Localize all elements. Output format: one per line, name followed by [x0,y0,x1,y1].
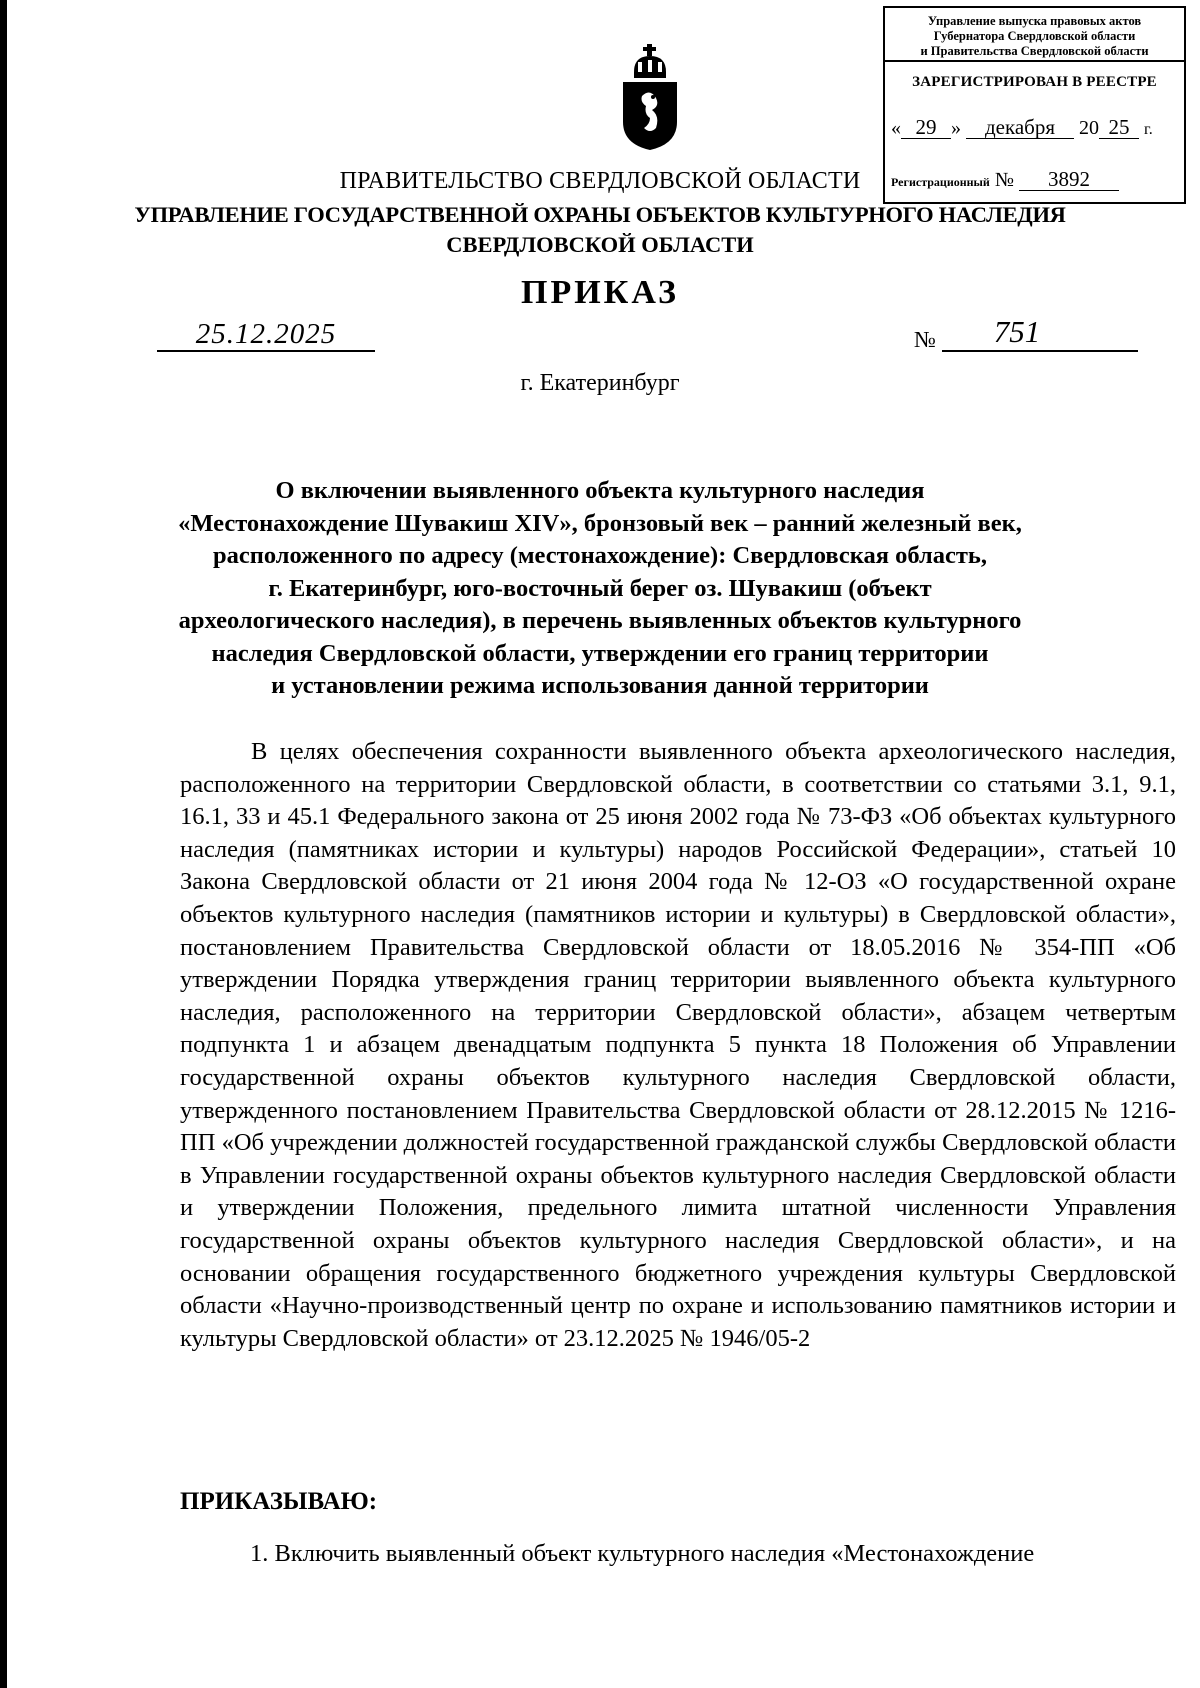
order-subject [120,475,1080,703]
stamp-header-line3: и Правительства Свердловской области [920,44,1149,58]
coat-of-arms-icon [620,44,680,152]
order-title: ПРИКАЗ [521,274,679,311]
order-number-label: № [914,327,936,352]
stamp-header-line1: Управление выпуска правовых актов [927,14,1142,28]
order-number-line [942,350,1138,352]
order-item-1: 1. Включить выявленный объект культурного наследия «Местонахождение [250,1540,1035,1567]
subject-line: «Местонахождение Шувакиш XIV», бронзовый век – ранний железный век, [178,509,1022,537]
order-number: 751 [993,314,1041,349]
stamp-date [891,116,1153,140]
government-title: ПРАВИТЕЛЬСТВО СВЕРДЛОВСКОЙ ОБЛАСТИ [339,168,861,194]
stamp-year-suffix: 25 [1099,116,1139,139]
order-city: г. Екатеринбург [520,370,680,396]
subject-line: О включении выявленного объекта культурного наследия [275,477,925,504]
order-date-line [157,350,375,352]
stamp-header [885,8,1184,62]
order-directive-word: ПРИКАЗЫВАЮ: [180,1488,378,1515]
preamble-paragraph: В целях обеспечения сохранности выявленного объекта археологического наследия, расположенного на территории Свердловской области, в соответствии со статьями 3.1, 9.1, 16.1, 33 и 45.1 Федерального закона от 25 июня 2002 года № 73-ФЗ «Об объектах культурного наследия (памятниках истории и культуры) народов Российской Федерации», статьей 10 Закона Свердловской области от 21 июня 2004 года № 12-ОЗ «О государственной охране объектов культурного наследия (памятников истории и культуры) в Свердловской области», постановлением Правительства Свердловской области от 18.05.2016 № 354-ПП «Об утверждении Порядка утверждения границ территории выявленного объекта культурного наследия, расположенного на территории Свердловской области», абзацем четвертым подпункта 1 и абзацем двенадцатым подпункта 5 пункта 18 Положения об Управлении государственной охраны объектов культурного наследия Свердловской области, утвержденного постановлением Правительства Свердловской области от 28.12.2015 № 1216-ПП «Об учреждении должностей государственной гражданской службы Свердловской области в Управлении государственной охраны объектов культурного наследия Свердловской области и утверждении Положения, предельного лимита штатной численности Управления государственной охраны объектов культурного наследия Свердловской области», и на основании обращения государственного бюджетного учреждения культуры Свердловской области «Научно-производственный центр по охране и использованию памятников истории и культуры Свердловской области» от 23.12.2025 № 1946/05-2 [180,738,1176,1352]
subject-line: и установлении режима использования данной территории [271,672,929,699]
order-date: 25.12.2025 [195,318,337,350]
stamp-header-line2: Губернатора Свердловской области [933,29,1136,43]
stamp-quote-close: » [951,117,961,139]
subject-line: археологического наследия), в перечень выявленных объектов культурного [178,607,1022,634]
subject-line: наследия Свердловской области, утверждении его границ территории [211,639,989,667]
stamp-day: 29 [901,116,951,139]
subject-line: расположенного по адресу (местонахождение): Свердловская область, [212,542,988,569]
stamp-reg-label: Регистрационный [891,175,990,189]
stamp-year-unit: г. [1144,121,1153,138]
stamp-reg-number: 3892 [1019,168,1119,191]
stamp-quote-open: « [891,117,901,139]
department-title-line2: СВЕРДЛОВСКОЙ ОБЛАСТИ [446,232,754,257]
stamp-registered-label: ЗАРЕГИСТРИРОВАН В РЕЕСТРЕ [912,74,1157,90]
stamp-reg-no-sign: № [994,169,1014,191]
stamp-year-prefix: 20 [1079,117,1099,139]
department-title-line1: УПРАВЛЕНИЕ ГОСУДАРСТВЕННОЙ ОХРАНЫ ОБЪЕКТОВ КУЛЬТУРНОГО НАСЛЕДИЯ [134,202,1066,227]
subject-line: г. Екатеринбург, юго-восточный берег оз. Шувакиш (объект [268,574,932,602]
stamp-month: декабря [966,116,1074,139]
